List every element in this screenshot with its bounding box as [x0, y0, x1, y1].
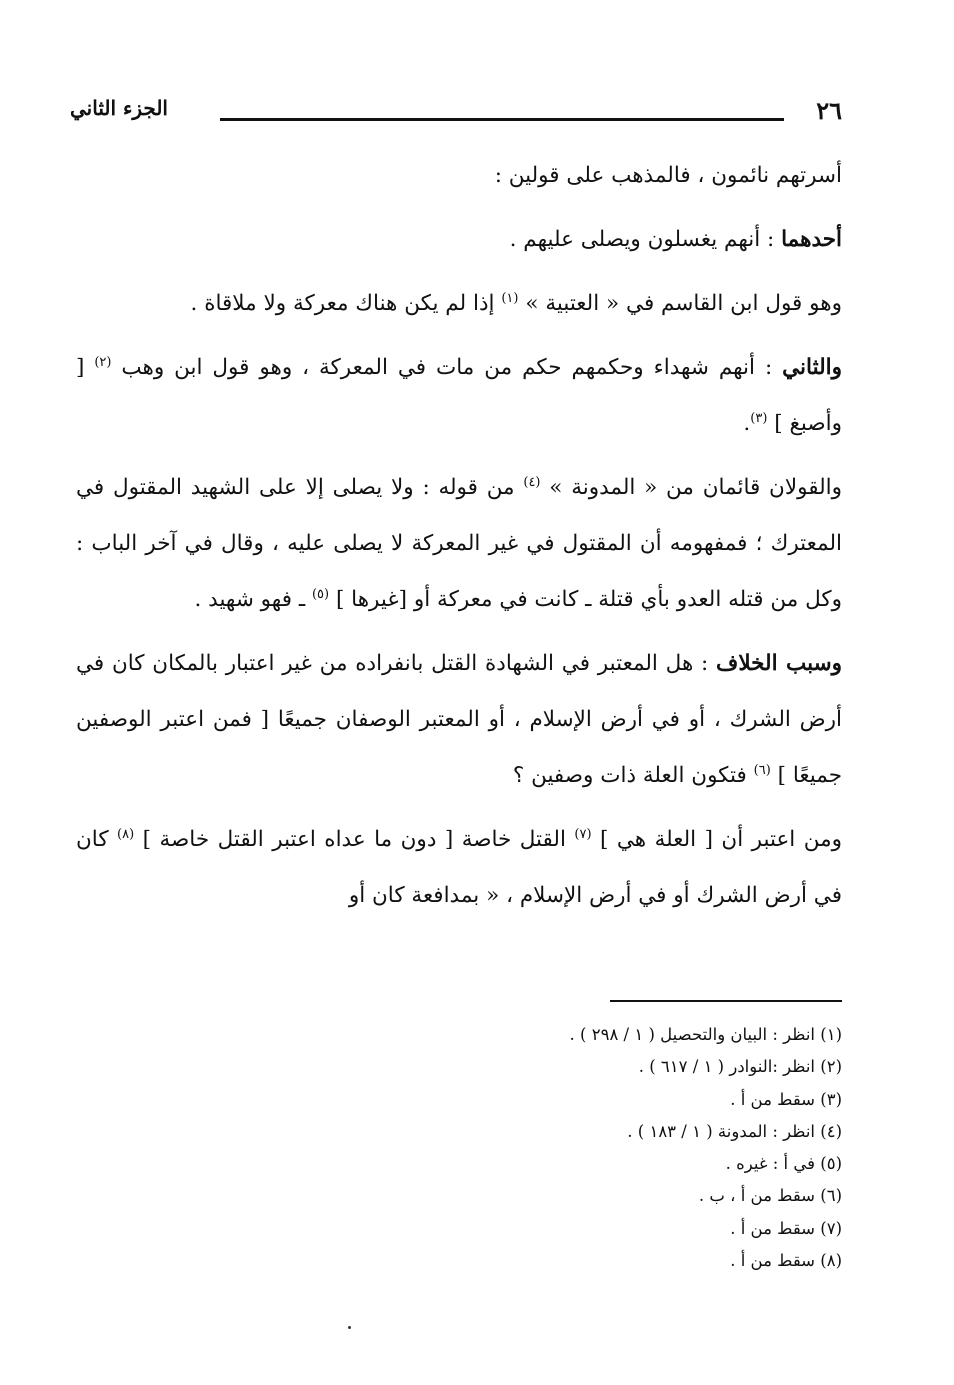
paragraph-text: : أنهم يغسلون ويصلى عليهم . [509, 227, 782, 252]
paragraph-lead: وسبب الخلاف [716, 651, 842, 676]
footnote-ref: (٦) [753, 762, 771, 778]
paragraph-text: والقولان قائمان من « المدونة » [549, 475, 842, 500]
footnotes [282, 1019, 842, 1277]
footnote-ref: (٨) [117, 826, 135, 842]
footnote-rule [610, 1000, 842, 1002]
running-title: الجزء الثاني [70, 96, 168, 120]
paragraph-lead: والثاني [782, 355, 842, 380]
paragraph-text: وهو قول ابن القاسم في « العتبية » [525, 291, 842, 316]
footnote-ref: (٥) [311, 586, 330, 602]
footnote-item: (١) انظر : البيان والتحصيل ( ١ / ٢٩٨ ) . [569, 1025, 842, 1044]
page-header [70, 96, 846, 136]
footnote-item: (٢) انظر :النوادر ( ١ / ٦١٧ ) . [638, 1057, 842, 1077]
paragraph-text: ـ فهو شهيد . [194, 587, 312, 612]
paragraph-text: كان في أرض الشرك أو في أرض الإسلام ، « بمدافعة كان أو [76, 827, 842, 908]
print-speck [348, 1326, 351, 1329]
paragraph-text: من قوله : ولا يصلى إلا على الشهيد المقتول في المعترك ؛ فمفهومه أن المقتول في غير المعركة لا يصلى عليه ، وقال في آخر الباب : وكل من قتله العدو بأي قتلة ـ كانت في معركة أو [غيرها ] [76, 475, 842, 612]
paragraph-5 [76, 460, 842, 628]
page-number: ٢٦ [816, 96, 842, 125]
paragraph-text: فتكون العلة ذات وصفين ؟ [512, 763, 754, 788]
paragraph-text: : أنهم شهداء وحكمهم حكم من مات في المعركة ، وهو قول ابن وهب [121, 355, 783, 380]
footnote-ref: (٤) [523, 474, 541, 490]
paragraph-2 [76, 212, 842, 268]
paragraph-text: إذا لم يكن هناك معركة ولا ملاقاة . [190, 291, 502, 316]
paragraph-text: القتل خاصة [ دون ما عداه اعتبر القتل خاصة ] [142, 827, 575, 852]
header-rule [220, 118, 784, 121]
paragraph-3 [76, 276, 842, 332]
footnote-item: (٥) في أ : غيره . [725, 1154, 842, 1174]
paragraph-text: [ وأصبغ ] [76, 355, 842, 436]
paragraph-1 [76, 148, 842, 204]
paragraph-6 [76, 636, 842, 804]
footnote-ref: (١) [501, 290, 519, 306]
footnote-item: (٦) سقط من أ ، ب . [698, 1186, 842, 1206]
footnote-item: (٧) سقط من أ . [730, 1218, 842, 1238]
footnote-item: (٤) انظر : المدونة ( ١ / ١٨٣ ) . [627, 1121, 842, 1141]
footnote-item: (٣) سقط من أ . [730, 1089, 842, 1109]
footnote-ref: (٧) [574, 826, 592, 842]
footnote-ref: (٣) [750, 410, 768, 426]
paragraph-text: . [743, 411, 751, 436]
paragraph-7 [76, 812, 842, 924]
footnote-item: (٨) سقط من أ . [730, 1251, 842, 1271]
paragraph-text: أسرتهم نائمون ، فالمذهب على قولين : [494, 163, 842, 188]
paragraph-lead: أحدهما [781, 227, 842, 252]
footnote-ref: (٢) [94, 354, 112, 370]
paragraph-4 [76, 340, 842, 452]
paragraph-text: : هل المعتبر في الشهادة القتل بانفراده من غير اعتبار بالمكان كان في أرض الشرك ، أو في أرض الإسلام ، أو المعتبر الوصفان جميعًا [ فمن اعتبر الوصفين جميعًا ] [76, 651, 842, 788]
paragraph-text: ومن اعتبر أن [ العلة هي ] [600, 827, 843, 852]
main-text [76, 148, 842, 932]
